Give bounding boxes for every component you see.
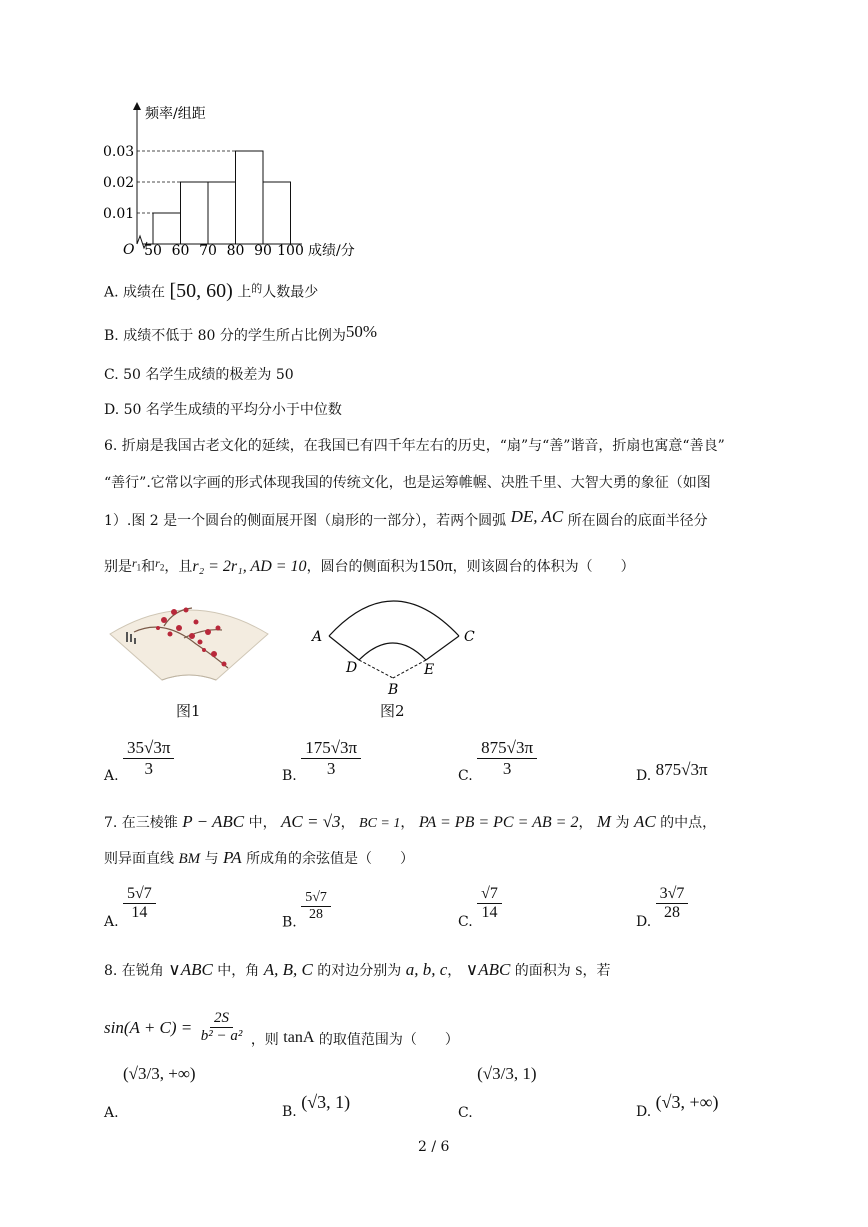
- q5-option-a-suffix-3: 人数最少: [262, 284, 319, 301]
- q8-option-b-value: (√3, 1): [301, 1092, 351, 1112]
- q5-option-b-text: B. 成绩不低于 80 分的学生所占比例为: [104, 328, 346, 344]
- q7-tetrahedron: P − ABC: [182, 812, 245, 831]
- y-tick-labels: [103, 144, 134, 222]
- segment-ad: [329, 636, 359, 660]
- point-b-label: B: [388, 682, 399, 698]
- q8-option-c: [458, 1064, 537, 1121]
- figure-1-caption: 图1: [176, 702, 201, 720]
- q8-option-b-label: B.: [282, 1104, 297, 1120]
- histogram-bar: [181, 182, 209, 244]
- q8-line-1: [104, 960, 610, 980]
- q7-line-1-c: 为: [615, 815, 630, 831]
- q6-line-4-c: ，圆台的侧面积为: [306, 559, 419, 575]
- q6-option-d-label: D.: [636, 768, 652, 784]
- q7-cond-ac: AC = √3: [281, 812, 341, 831]
- q8-line-1-e: 的面积为: [514, 963, 571, 979]
- q8-equation-fraction: $\frac{2S}{\text{b² − a²}}$: [200, 1010, 243, 1045]
- figure-2-sector-diagram: [308, 596, 488, 700]
- q6-line-1: 6. 折扇是我国古老文化的延续，在我国已有四千年左右的历史，“扇”与“善”谐音，折扇也寓意“善良”: [104, 438, 725, 454]
- q6-lateral-area: 150π: [418, 556, 453, 575]
- q7-line-1-a: 7. 在三棱锥: [104, 815, 178, 831]
- q7-option-c-label: C.: [458, 913, 473, 930]
- page-number: 2 / 6: [418, 1139, 450, 1155]
- figure-2-caption: 图2: [380, 702, 405, 720]
- point-a-label: A: [312, 629, 323, 645]
- x-tick-label: 80: [226, 243, 245, 259]
- q7-line-pa: PA: [223, 848, 242, 867]
- q5-option-c: C. 50 名学生成绩的极差为 50: [104, 367, 294, 383]
- q8-line-1-b: 中，角: [217, 963, 260, 979]
- q6-and: 和: [141, 559, 156, 575]
- q8-tan-a: tanA: [283, 1028, 315, 1046]
- x-tick-label: 100: [277, 243, 304, 259]
- q6-condition: r₂ = 2r₁, AD = 10: [192, 558, 307, 575]
- q7-line-1-d: 的中点，: [660, 815, 717, 831]
- q7-point-m: M: [596, 812, 612, 831]
- q5-option-a-suffix-1: 上: [237, 284, 252, 301]
- x-tick-labels: [144, 243, 304, 259]
- histogram-bars: [153, 151, 291, 244]
- q8-option-d-value: (√3, +∞): [655, 1092, 719, 1112]
- q6-option-c-fraction: $\frac{875√3\pi}{3}$: [477, 738, 537, 778]
- q6-option-b: [282, 738, 361, 784]
- segment-db: [359, 660, 393, 678]
- q6-option-c-label: C.: [458, 768, 473, 785]
- point-e-label: E: [424, 662, 435, 678]
- q6-r1: $r_1$: [132, 556, 142, 573]
- q7-sep-2: ，: [400, 815, 415, 831]
- q8-line-2: [104, 1010, 459, 1049]
- q5-option-a-prefix: A. 成绩在: [104, 284, 166, 301]
- q7-option-c-fraction: $\frac{√7}{14}$: [477, 885, 502, 923]
- q8-equation-left: sin(A + C) =: [104, 1017, 193, 1037]
- q7-option-c: [458, 885, 502, 930]
- q6-line-4-d: ，则该圆台的体积为（ ）: [452, 559, 635, 575]
- q5-option-d: D. 50 名学生成绩的平均分小于中位数: [104, 402, 342, 418]
- q7-option-b-label: B.: [282, 914, 297, 931]
- x-tick-label: 50: [144, 243, 162, 259]
- q7-option-d-fraction: $\frac{3√7}{28}$: [656, 885, 689, 923]
- q7-sep-3: ，: [578, 815, 593, 831]
- y-tick-label: 0.01: [103, 206, 135, 222]
- q8-option-d: [636, 1092, 719, 1120]
- q6-line-3-b: 所在圆台的底面半径分: [567, 513, 708, 529]
- x-tick-label: 70: [199, 243, 217, 259]
- q8-option-a-value: (√3/3, +∞): [123, 1064, 196, 1083]
- q7-option-d-label: D.: [636, 913, 652, 930]
- q7-line-bm: BM: [178, 851, 201, 867]
- q7-line-2-b: 与: [204, 851, 219, 867]
- q8-line-1-c: 的对边分别为: [317, 963, 402, 979]
- q6-line-4: [104, 556, 635, 576]
- point-d-label: D: [346, 660, 358, 676]
- histogram-bar: [208, 182, 236, 244]
- q5-option-a-suffix-2: 的: [251, 282, 263, 295]
- q8-triangle-1: ∨ABC: [168, 960, 213, 979]
- q6-r2: $r_2$: [155, 556, 165, 573]
- histogram-bar: [153, 213, 181, 244]
- arc-de: [359, 643, 426, 660]
- q8-line-1-f: ，若: [582, 963, 611, 979]
- q6-line-3-a: 1）.图 2 是一个圆台的侧面展开图（扇形的一部分），若两个圆弧: [104, 513, 507, 529]
- q5-option-a: [104, 280, 318, 303]
- x-tick-label: 60: [171, 243, 190, 259]
- q7-option-a-label: A.: [104, 913, 119, 930]
- q7-line-2-c: 所成角的余弦值是（ ）: [246, 851, 415, 867]
- segment-eb: [393, 660, 426, 678]
- q6-line-4-a: 别是: [104, 559, 132, 575]
- q8-line-1-a: 8. 在锐角: [104, 963, 164, 979]
- q7-option-b: [282, 890, 331, 931]
- q8-line-2-b: ，则: [250, 1031, 279, 1048]
- segment-ce: [426, 636, 459, 660]
- q6-option-b-fraction: $\frac{175√3\pi}{3}$: [301, 738, 361, 778]
- y-axis-arrow: [133, 102, 141, 110]
- q8-option-d-label: D.: [636, 1104, 652, 1120]
- q6-line-3: [104, 507, 708, 530]
- q7-line-2: [104, 848, 414, 868]
- x-tick-label: 90: [254, 243, 272, 259]
- q5-option-b-value: 50%: [345, 322, 378, 341]
- q6-line-2: “善行”.它常以字画的形式体现我国的传统文化，也是运筹帷幄、决胜千里、大智大勇的象征（如图: [104, 475, 711, 491]
- q5-option-a-interval: [50, 60): [169, 280, 233, 302]
- q6-line-4-b: ，且: [164, 559, 193, 575]
- q8-option-c-value: (√3/3, 1): [477, 1064, 537, 1083]
- q6-option-a: [104, 738, 174, 784]
- q8-line-2-c: 的取值范围为（ ）: [318, 1031, 459, 1048]
- q6-arcs: DE, AC: [510, 507, 564, 526]
- q7-cond-bc: BC = 1: [359, 816, 401, 831]
- q6-option-d-value: 875√3π: [655, 760, 708, 779]
- point-c-label: C: [464, 629, 475, 645]
- q6-option-c: [458, 738, 537, 784]
- q8-angles: A, B, C: [263, 960, 313, 979]
- q7-option-a: [104, 885, 156, 930]
- q7-line-1: [104, 812, 716, 832]
- figure-1-fan-painting: [104, 598, 274, 688]
- q6-option-a-fraction: $\frac{35√3\pi}{3}$: [123, 738, 174, 778]
- y-axis-label: 频率/组距: [145, 106, 206, 122]
- q8-option-c-label: C.: [458, 1105, 473, 1121]
- q7-line-1-b: 中，: [248, 815, 277, 831]
- q7-option-d: [636, 885, 688, 930]
- q7-sep-1: ，: [340, 815, 355, 831]
- q6-option-a-label: A.: [104, 768, 119, 785]
- x-axis-label: 成绩/分: [308, 243, 355, 259]
- q8-option-a: [104, 1064, 196, 1121]
- q8-option-a-label: A.: [104, 1105, 119, 1121]
- q8-option-b: [282, 1092, 350, 1120]
- q5-option-b: [104, 322, 377, 345]
- q8-area-symbol: S: [575, 963, 583, 978]
- q7-option-b-fraction: $\frac{5√7}{28}$: [301, 890, 331, 923]
- q8-triangle-2: ∨ABC: [465, 960, 511, 979]
- q6-option-b-label: B.: [282, 768, 297, 785]
- histogram-bar: [236, 151, 264, 244]
- origin-label: O: [123, 242, 135, 258]
- y-tick-label: 0.02: [103, 175, 135, 191]
- q7-line-2-a: 则异面直线: [104, 851, 174, 867]
- histogram-bar: [263, 182, 291, 244]
- q7-segment-ac: AC: [633, 812, 656, 831]
- y-tick-label: 0.03: [103, 144, 135, 160]
- q7-cond-lengths: PA = PB = PC = AB = 2: [418, 814, 579, 831]
- q7-option-a-fraction: $\frac{5√7}{14}$: [123, 885, 156, 923]
- q8-line-1-d: ，: [447, 963, 462, 979]
- frequency-histogram: [100, 96, 380, 266]
- q6-option-d: [636, 760, 708, 784]
- q8-sides: a, b, c: [405, 960, 448, 979]
- arc-ac: [329, 601, 459, 636]
